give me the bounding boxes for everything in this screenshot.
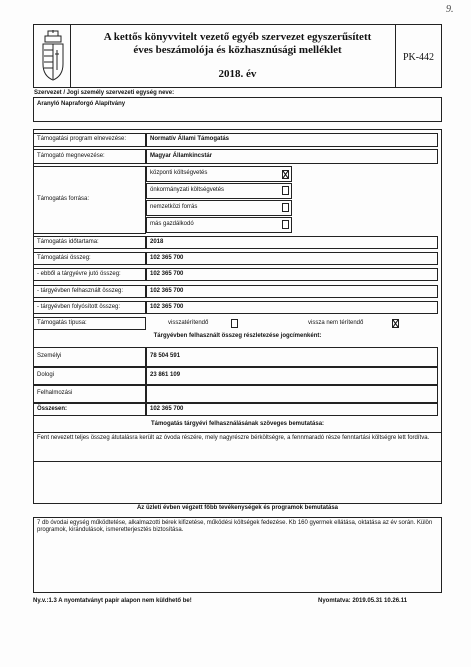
page-number: 9. xyxy=(446,4,454,15)
type-refundable-label: visszatérítendő xyxy=(168,320,209,326)
used-label: - tárgyévben felhasznált összeg: xyxy=(33,285,146,298)
breakdown-value-1[interactable]: 23 861 109 xyxy=(146,367,438,385)
source-checkbox-2[interactable] xyxy=(282,203,289,212)
type-nonrefundable-label: vissza nem térítendő xyxy=(308,320,364,326)
usage-textarea[interactable] xyxy=(33,432,442,504)
breakdown-label-0: Személyi xyxy=(33,347,146,367)
form-title-line2: éves beszámolója és közhasznúsági melléklet xyxy=(133,44,342,56)
source-option-0[interactable]: központi költségvetés xyxy=(146,166,292,182)
program-value[interactable]: Normatív Állami Támogatás xyxy=(146,133,438,147)
header-divider-left xyxy=(70,24,71,88)
activities-textarea[interactable] xyxy=(33,517,442,593)
breakdown-label-1: Dologi xyxy=(33,367,146,385)
breakdown-heading: Tárgyévben felhasznált összeg részletezése jogcímenként: xyxy=(153,333,322,339)
source-option-3[interactable]: más gazdálkodó xyxy=(146,217,292,233)
supporter-value[interactable]: Magyar Államkincstár xyxy=(146,149,438,164)
source-checkbox-0[interactable] xyxy=(282,170,289,179)
usage-text: Fent nevezett teljes összeg átutalásra került az óvoda részére, mely nagyrészre bérköltségre, a fennmaradó része fenntartási költségre lett fordítva. xyxy=(37,435,430,441)
used-value[interactable]: 102 365 700 xyxy=(146,285,438,298)
amount-value[interactable]: 102 365 700 xyxy=(146,252,438,265)
year-amount-label: - ebből a tárgyévre jutó összeg: xyxy=(33,268,146,281)
footer-print-date: Nyomtatva: 2019.05.31 10.26.11 xyxy=(318,598,408,604)
duration-value[interactable]: 2018 xyxy=(146,236,438,249)
activities-heading: Az üzleti évben végzett főbb tevékenységek és programok bemutatása xyxy=(136,505,339,511)
paid-label: - tárgyévben folyósított összeg: xyxy=(33,301,146,314)
usage-heading: Támogatás tárgyévi felhasználásának szöveges bemutatása: xyxy=(150,421,325,427)
breakdown-value-2[interactable] xyxy=(146,385,438,403)
source-option-2[interactable]: nemzetközi forrás xyxy=(146,200,292,216)
breakdown-total-label: Összesen: xyxy=(33,403,146,416)
source-label: Támogatás forrása: xyxy=(33,166,146,234)
year-amount-value[interactable]: 102 365 700 xyxy=(146,268,438,281)
duration-label: Támogatás időtartama: xyxy=(33,236,146,249)
source-checkbox-1[interactable] xyxy=(282,186,289,195)
supporter-label: Támogató megnevezése: xyxy=(33,149,146,164)
form-code: PK-442 xyxy=(402,52,435,63)
type-label: Támogatás típusa: xyxy=(33,317,146,330)
paid-value[interactable]: 102 365 700 xyxy=(146,301,438,314)
footer-note: Ny.v.:1.3 A nyomtatványt papír alapon nem küldhető be! xyxy=(33,598,192,604)
breakdown-label-2: Felhalmozási xyxy=(33,385,146,403)
org-name-field[interactable] xyxy=(33,97,442,122)
form-title-line1: A kettős könyvvitelt vezető egyéb szervezet egyszerűsített xyxy=(103,31,372,43)
org-name-value: Aranyló Napraforgó Alapítvány xyxy=(37,101,126,107)
breakdown-total-value[interactable]: 102 365 700 xyxy=(146,403,438,416)
type-nonrefundable-checkbox[interactable] xyxy=(392,319,399,328)
amount-label: Támogatási összeg: xyxy=(33,252,146,265)
program-label: Támogatási program elnevezése: xyxy=(33,133,146,147)
source-checkbox-3[interactable] xyxy=(282,220,289,229)
org-label: Szervezet / Jogi személy szervezeti egység neve: xyxy=(34,90,175,96)
activities-text: 7 db óvodai egység működtetése, alkalmazotti bérek kifizetése, működési költségek fedezése. Kb 160 gyermek ellátása, oktatása az év során. Külön programok, kirándulások, ismeretterjesztés biztosítása. xyxy=(37,520,433,534)
coat-of-arms-icon xyxy=(40,30,66,82)
type-refundable-checkbox[interactable] xyxy=(231,319,238,328)
form-year: 2018. év xyxy=(218,68,257,80)
source-option-1[interactable]: önkormányzati költségvetés xyxy=(146,183,292,199)
breakdown-value-0[interactable]: 78 504 591 xyxy=(146,347,438,367)
